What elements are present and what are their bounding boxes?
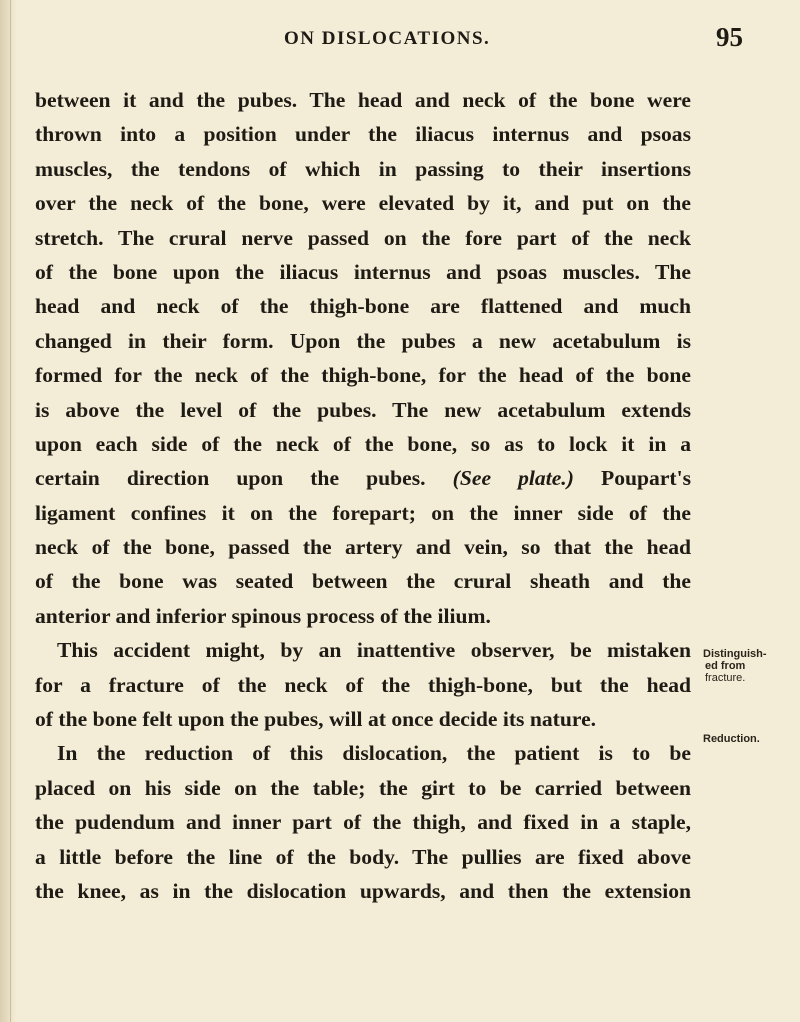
page-header — [0, 22, 800, 58]
page-gutter — [0, 0, 16, 1022]
text-line: over the neck of the bone, were elevated by it, and put on the — [35, 191, 691, 216]
text-line: between it and the pubes. The head and neck of the bone were — [35, 88, 691, 112]
running-title: ON DISLOCATIONS. — [284, 28, 491, 49]
text-line: stretch. The crural nerve passed on the fore part of the neck — [35, 225, 691, 250]
paragraph-start-line: This accident might, by an inattentive observer, be mistaken — [57, 638, 691, 663]
text-line: of the bone upon the iliacus internus and psoas muscles. The — [35, 259, 691, 284]
text-line: thrown into a position under the iliacus internus and psoas — [35, 122, 691, 147]
text-line: for a fracture of the neck of the thigh-bone, but the head — [35, 672, 691, 697]
text-line: upon each side of the neck of the bone, so as to lock it in a — [35, 431, 691, 456]
text-segment: Poupart's — [601, 466, 691, 491]
text-line: is above the level of the pubes. The new acetabulum extends — [35, 397, 691, 422]
page-number: 95 — [716, 22, 743, 52]
text-line: of the bone was seated between the crural sheath and the — [35, 569, 691, 594]
text-line: ligament confines it on the forepart; on the inner side of the — [35, 500, 691, 525]
paragraph-end-line: of the bone felt upon the pubes, will at once decide its nature. — [35, 707, 597, 732]
margin-note-line: ed from — [705, 660, 746, 672]
text-line: changed in their form. Upon the pubes a new acetabulum is — [35, 328, 691, 353]
margin-note-reduction — [703, 733, 760, 745]
margin-note-line: Distinguish- — [703, 648, 767, 660]
plate-reference: (See plate.) — [452, 466, 574, 491]
paragraph-start-line: In the reduction of this dislocation, the patient is to be — [57, 741, 691, 766]
margin-note-line: fracture. — [705, 672, 746, 684]
text-line: placed on his side on the table; the girt to be carried between — [35, 775, 691, 800]
text-segment: certain direction upon the pubes. — [35, 466, 426, 491]
body-text — [35, 83, 691, 908]
text-line: a little before the line of the body. The pullies are fixed above — [35, 844, 691, 869]
margin-note-line: Reduction. — [703, 733, 760, 745]
gutter-edge — [10, 0, 11, 1022]
text-line: the pudendum and inner part of the thigh, and fixed in a staple, — [35, 810, 691, 835]
margin-note-distinguished — [703, 648, 767, 684]
text-line: formed for the neck of the thigh-bone, for the head of the bone — [35, 363, 691, 388]
text-line: the knee, as in the dislocation upwards, and then the extension — [35, 878, 691, 903]
text-line-with-reference — [35, 461, 691, 495]
paragraph-end-line: anterior and inferior spinous process of the ilium. — [35, 603, 491, 628]
text-line: muscles, the tendons of which in passing to their insertions — [35, 156, 691, 181]
text-line: head and neck of the thigh-bone are flattened and much — [35, 294, 691, 319]
text-line: neck of the bone, passed the artery and vein, so that the head — [35, 535, 691, 560]
